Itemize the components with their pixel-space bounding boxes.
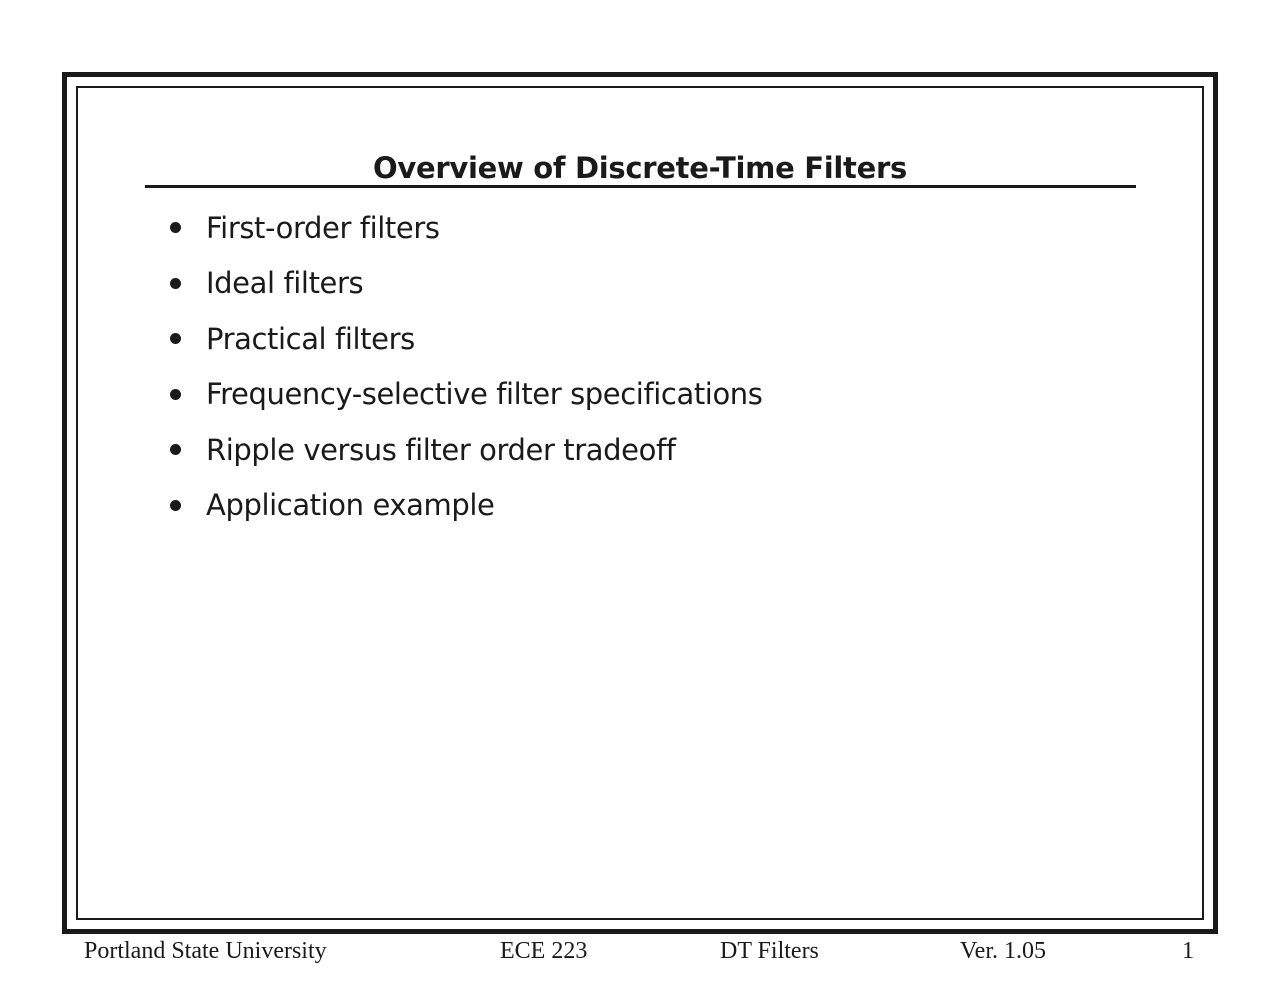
list-item	[170, 256, 763, 312]
footer-version: Ver. 1.05	[960, 938, 1046, 964]
footer-page-number: 1	[1182, 938, 1194, 964]
slide-title: Overview of Discrete-Time Filters	[373, 151, 907, 185]
bullet-text: Practical filters	[206, 321, 415, 356]
list-item	[170, 311, 763, 367]
bullet-dot-icon	[170, 278, 181, 289]
bullet-dot-icon	[170, 333, 181, 344]
bullet-text: First-order filters	[206, 210, 440, 245]
bullet-text: Frequency-selective filter specifications	[206, 377, 763, 412]
bullet-list	[170, 200, 763, 533]
footer-course: ECE 223	[500, 938, 588, 964]
list-item	[170, 478, 763, 534]
bullet-text: Ideal filters	[206, 266, 364, 301]
bullet-text: Ripple versus filter order tradeoff	[206, 432, 676, 467]
bullet-dot-icon	[170, 389, 181, 400]
bullet-dot-icon	[170, 222, 181, 233]
list-item	[170, 367, 763, 423]
bullet-dot-icon	[170, 444, 181, 455]
bullet-text: Application example	[206, 488, 495, 523]
list-item	[170, 422, 763, 478]
footer-topic: DT Filters	[720, 938, 819, 964]
title-underline	[145, 185, 1136, 188]
footer-university: Portland State University	[84, 938, 327, 964]
list-item	[170, 200, 763, 256]
slide-footer	[0, 936, 1280, 966]
bullet-dot-icon	[170, 500, 181, 511]
